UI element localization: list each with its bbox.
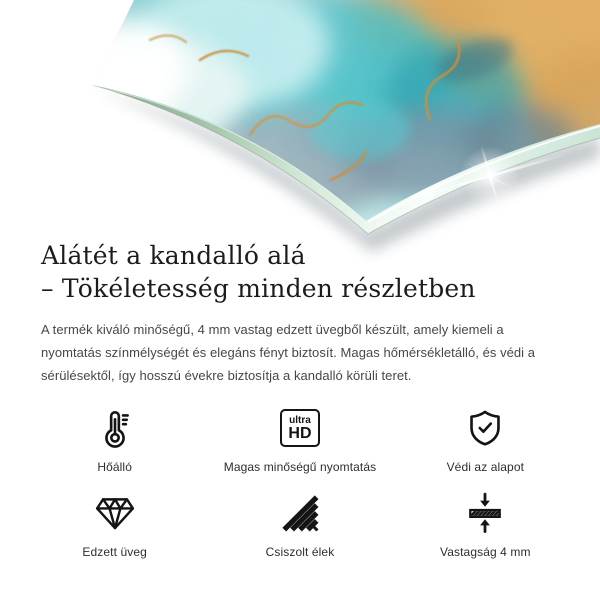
shield-check-icon — [464, 405, 506, 451]
feature-label: Hőálló — [97, 460, 132, 474]
feature-heat-resistant — [22, 405, 207, 474]
feature-tempered-glass — [22, 490, 207, 559]
title-line-2: – Tökéletesség minden részletben — [41, 274, 476, 303]
feature-protects-base — [393, 405, 578, 474]
ultra-hd-icon — [280, 405, 320, 451]
product-description-section — [0, 239, 600, 559]
thickness-icon — [464, 490, 506, 536]
feature-label: Magas minőségű nyomtatás — [223, 460, 377, 474]
ultra-hd-badge-bottom: HD — [288, 424, 312, 442]
hero-product-image — [0, 0, 600, 230]
feature-thickness — [393, 490, 578, 559]
glass-panel-photo — [0, 0, 600, 265]
feature-print-quality — [207, 405, 392, 474]
feature-label: Csiszolt élek — [265, 545, 335, 559]
thermometer-icon — [94, 405, 136, 451]
feature-label: Vastagság 4 mm — [440, 545, 531, 559]
diamond-icon — [94, 490, 136, 536]
polished-edges-icon — [279, 490, 321, 536]
feature-label: Edzett üveg — [82, 545, 147, 559]
feature-polished-edges — [207, 490, 392, 559]
title-line-1: Alátét a kandalló alá — [41, 241, 306, 270]
ultra-hd-badge-top: ultra — [289, 414, 311, 426]
feature-grid — [22, 405, 578, 559]
product-description: A termék kiváló minőségű, 4 mm vastag edzett üvegből készült, amely kiemeli a nyomtatás színmélységét és elegáns fényt biztosít. Magas hőmérsékletálló, és védi a sérülésektől, így hosszú évekre biztosítja a kandalló körüli teret. — [41, 322, 536, 383]
feature-label: Védi az alapot — [446, 460, 525, 474]
